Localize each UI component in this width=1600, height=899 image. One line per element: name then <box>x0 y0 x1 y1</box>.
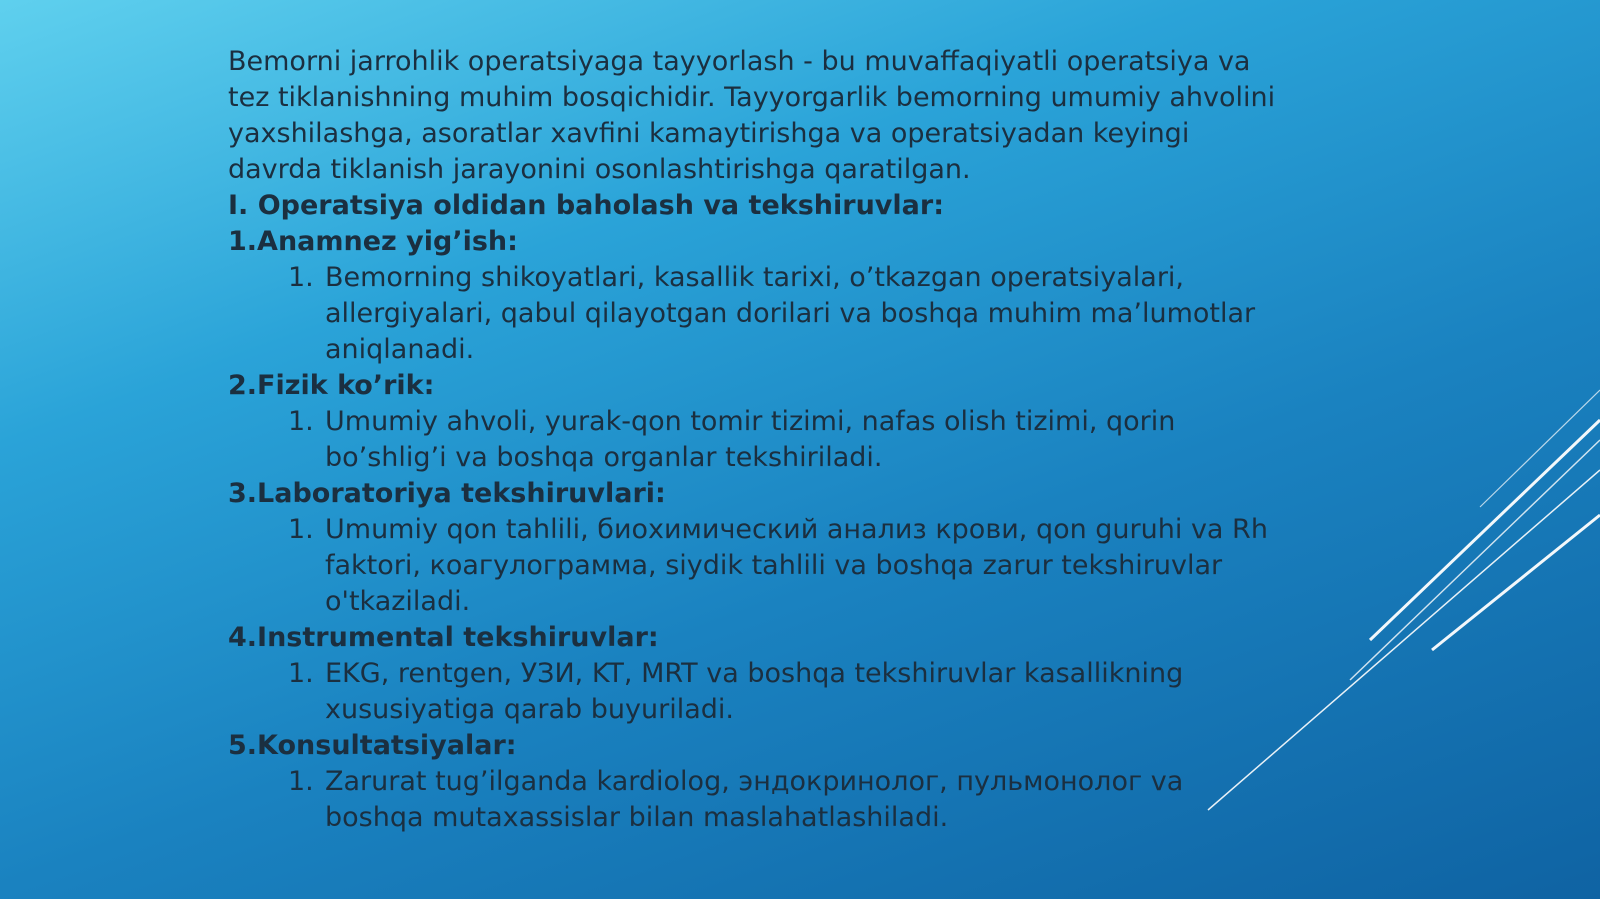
decor-line-5 <box>1480 390 1600 507</box>
intro-paragraph: Bemorni jarrohlik operatsiyaga tayyorlash - bu muvaffaqiyatli operatsiya va tez tiklanishning muhim bosqichidir. Tayyorgarlik bemorning umumiy ahvolini yaxshilashga, asoratlar xavfini kamaytirishga va operatsiyadan keyingi davrda tiklanish jarayonini osonlashtirishga qaratilgan. <box>228 46 1276 185</box>
step-detail-list <box>228 404 1288 476</box>
step-laboratoriya <box>228 476 1288 620</box>
step-instrumental <box>228 620 1288 728</box>
list-number: 1. <box>288 514 314 545</box>
step-fizik-korik <box>228 368 1288 476</box>
list-item <box>228 260 1288 368</box>
step-detail-list <box>228 260 1288 368</box>
step-heading: 3.Laboratoriya tekshiruvlari: <box>228 478 666 509</box>
list-item <box>228 404 1288 476</box>
step-detail-list <box>228 512 1288 620</box>
list-item <box>228 656 1288 728</box>
list-number: 1. <box>288 406 314 437</box>
list-item <box>228 512 1288 620</box>
list-item-text: EKG, rentgen, УЗИ, KT, MRT va boshqa tekshiruvlar kasallikning xususiyatiga qarab buyuriladi. <box>325 658 1184 725</box>
step-anamnez <box>228 224 1288 368</box>
list-number: 1. <box>288 262 314 293</box>
step-heading: 1.Anamnez yig’ish: <box>228 226 518 257</box>
list-item-text: Bemorning shikoyatlari, kasallik tarixi, o’tkazgan operatsiyalari, allergiyalari, qabul qilayotgan dorilari va boshqa muhim ma’lumotlar aniqlanadi. <box>325 262 1256 365</box>
step-detail-list <box>228 656 1288 728</box>
list-item-text: Umumiy ahvoli, yurak-qon tomir tizimi, nafas olish tizimi, qorin bo’shlig’i va boshqa organlar tekshiriladi. <box>325 406 1176 473</box>
decor-line-3 <box>1350 440 1600 680</box>
step-konsultatsiya <box>228 728 1288 836</box>
step-heading: 4.Instrumental tekshiruvlar: <box>228 622 659 653</box>
slide-body <box>228 44 1288 836</box>
step-detail-list <box>228 764 1288 836</box>
list-item-text: Umumiy qon tahlili, биохимический анализ крови, qon guruhi va Rh faktori, коагулограмма, siydik tahlili va boshqa zarur tekshiruvlar o'tkaziladi. <box>325 514 1268 617</box>
list-number: 1. <box>288 658 314 689</box>
section-title: I. Operatsiya oldidan baholash va tekshiruvlar: <box>228 190 944 221</box>
step-heading: 5.Konsultatsiyalar: <box>228 730 517 761</box>
list-item-text: Zarurat tug’ilganda kardiolog, эндокринолог, пульмонолог va boshqa mutaxassislar bilan maslahatlashiladi. <box>325 766 1184 833</box>
list-number: 1. <box>288 766 314 797</box>
list-item <box>228 764 1288 836</box>
decor-line-4 <box>1432 515 1600 650</box>
step-heading: 2.Fizik ko’rik: <box>228 370 435 401</box>
